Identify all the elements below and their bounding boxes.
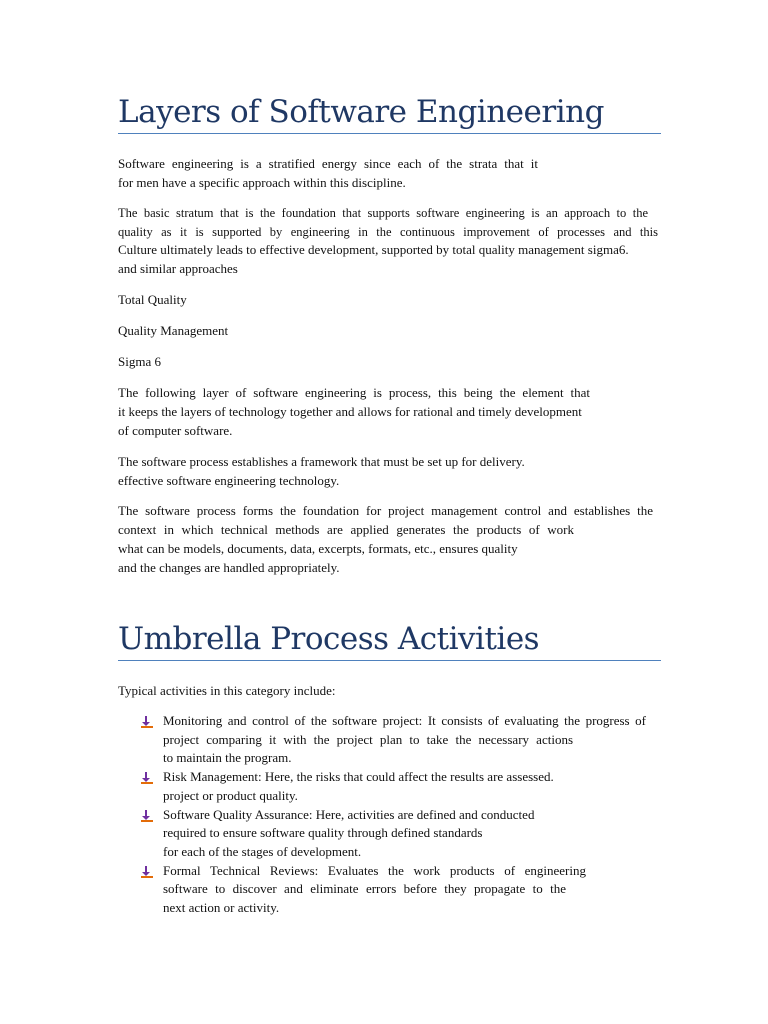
heading-layers: Layers of Software Engineering: [118, 92, 661, 134]
text-line: Software engineering is a stratified energy since each of the strata that it: [118, 156, 538, 171]
text-line: context in which technical methods are applied generates the products of work: [118, 522, 574, 537]
text-line: The basic stratum that is the foundation that supports software engineering is an approach to the: [118, 206, 648, 220]
list-item: [141, 806, 646, 862]
arrow-down-bullet-icon: [141, 716, 153, 728]
text-line: for each of the stages of development.: [163, 843, 362, 859]
paragraph-sigma: Sigma 6: [118, 354, 161, 369]
paragraph-intro: [118, 154, 538, 192]
paragraph-basic-stratum: [118, 204, 658, 279]
arrow-down-bullet-icon: [141, 772, 153, 784]
paragraph-typical: Typical activities in this category include:: [118, 683, 336, 698]
bullet-list: [141, 712, 646, 918]
text-line: project comparing it with the project plan to take the necessary actions: [163, 731, 573, 747]
list-item: [141, 768, 646, 805]
arrow-down-bullet-icon: [141, 866, 153, 878]
text-line: The following layer of software engineering is process, this being the element that: [118, 385, 590, 400]
text-line: project or product quality.: [163, 787, 298, 803]
paragraph-foundation: [118, 501, 653, 577]
arrow-down-bullet-icon: [141, 810, 153, 822]
list-item: [141, 712, 646, 768]
text-line: Risk Management: Here, the risks that could affect the results are assessed.: [163, 769, 554, 785]
text-line: Monitoring and control of the software project: It consists of evaluating the progress of: [163, 713, 646, 728]
text-line: Formal Technical Reviews: Evaluates the work products of engineering: [163, 862, 586, 878]
paragraph-quality-management: Quality Management: [118, 323, 229, 338]
text-line: quality as it is supported by engineering in the continuous improvement of processes and this: [118, 224, 658, 239]
text-line: software to discover and eliminate errors before they propagate to the: [163, 881, 566, 897]
text-line: effective software engineering technology.: [118, 473, 340, 488]
paragraph-total-quality: Total Quality: [118, 292, 187, 307]
heading-umbrella: Umbrella Process Activities: [118, 619, 661, 661]
paragraph-framework: [118, 452, 525, 490]
paragraph-process-layer: [118, 383, 590, 440]
list-item: [141, 862, 646, 918]
text-line: it keeps the layers of technology together and allows for rational and timely development: [118, 404, 582, 419]
text-line: Software Quality Assurance: Here, activities are defined and conducted: [163, 806, 535, 822]
text-line: to maintain the program.: [163, 750, 292, 766]
text-line: next action or activity.: [163, 900, 280, 916]
text-line: required to ensure software quality through defined standards: [163, 825, 483, 841]
text-line: for men have a specific approach within this discipline.: [118, 175, 406, 190]
text-line: The software process establishes a framework that must be set up for delivery.: [118, 454, 525, 469]
text-line: of computer software.: [118, 423, 233, 438]
text-line: The software process forms the foundation for project management control and establishes the: [118, 503, 653, 518]
text-line: and similar approaches: [118, 261, 238, 277]
text-line: Culture ultimately leads to effective development, supported by total quality management sigma6.: [118, 242, 629, 258]
text-line: and the changes are handled appropriately.: [118, 560, 340, 575]
text-line: what can be models, documents, data, excerpts, formats, etc., ensures quality: [118, 541, 518, 556]
